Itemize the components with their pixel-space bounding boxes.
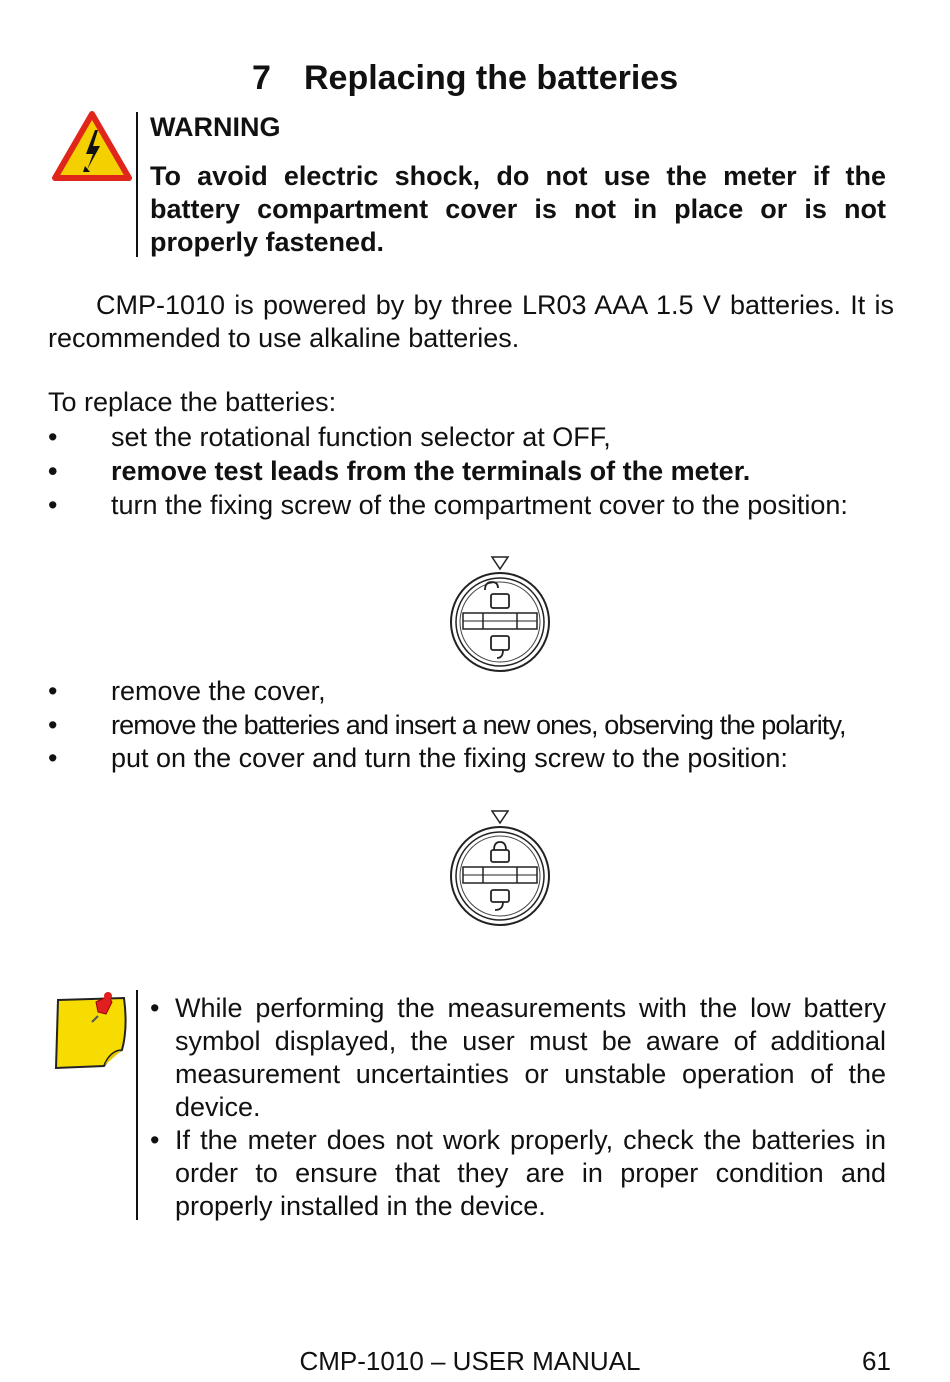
note-list: [150, 992, 886, 1223]
high-voltage-warning-icon: [52, 110, 132, 184]
locked-screw-icon: [445, 804, 555, 928]
step-text: remove the cover,: [111, 676, 326, 706]
warning-divider: [136, 112, 138, 257]
warning-text: To avoid electric shock, do not use the meter if the battery compartment cover is not in place or is not properly fastened.: [150, 161, 886, 257]
section-number: 7: [252, 59, 271, 97]
page-number: 61: [862, 1346, 891, 1376]
step-text: set the rotational function selector at OFF,: [111, 422, 611, 452]
intro-text: CMP-1010 is powered by by three LR03 AAA 1.5 V batteries. It is recommended to use alkaline batteries.: [48, 290, 894, 353]
section-heading: [252, 58, 678, 98]
pinned-note-icon: [52, 988, 132, 1074]
note-item: • If the meter does not work properly, check the batteries in order to ensure that they are in proper condition and properly installed in the device.: [150, 1125, 886, 1221]
step-text: remove test leads from the terminals of the meter.: [111, 456, 751, 486]
section-title: Replacing the batteries: [304, 59, 679, 97]
note-text: If the meter does not work properly, check the batteries in order to ensure that they are in proper condition and properly installed in the device.: [175, 1125, 886, 1221]
step-text: remove the batteries and insert a new ones, observing the polarity,: [111, 710, 846, 740]
step-text: put on the cover and turn the fixing screw to the position:: [111, 743, 788, 773]
procedure-lead: To replace the batteries:: [48, 387, 337, 417]
note-text: While performing the measurements with the low battery symbol displayed, the user must be aware of additional measurement uncertainties or unstable operation of the device.: [175, 993, 886, 1122]
note-divider: [136, 990, 138, 1220]
step-text: turn the fixing screw of the compartment cover to the position:: [111, 490, 848, 520]
intro-paragraph: [48, 289, 894, 355]
unlocked-screw-icon: [445, 550, 555, 674]
note-item: • While performing the measurements with the low battery symbol displayed, the user must be aware of additional measurement uncertainties or unstable operation of the device.: [150, 993, 886, 1122]
warning-label: WARNING: [150, 112, 281, 142]
footer-title: CMP-1010 – USER MANUAL: [299, 1346, 641, 1376]
